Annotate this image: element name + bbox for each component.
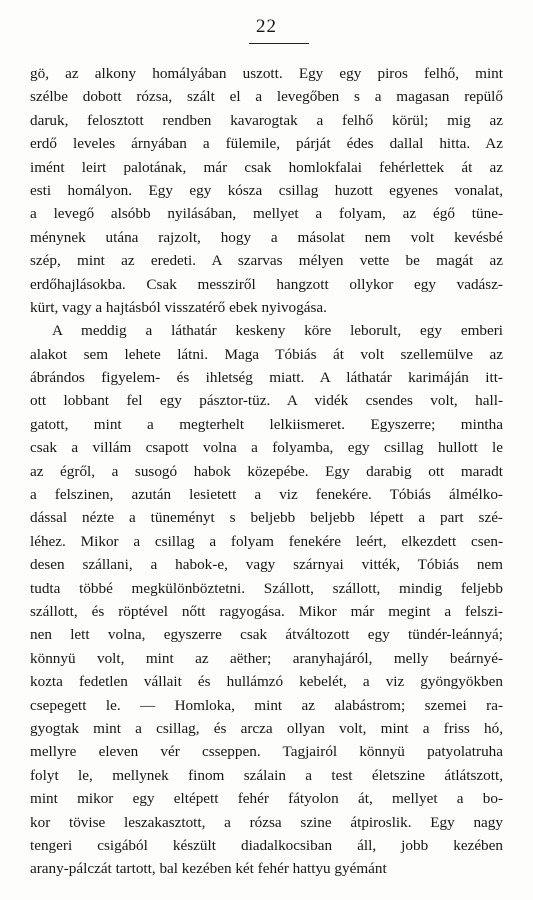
text-line: szállott, és röptével nőtt ragyogása. Mikor már megint a felszi- <box>30 602 503 620</box>
text-line: gö, az alkony homályában uszott. Egy egy piros felhő, mint <box>30 65 503 82</box>
text-line: dással nézte a tüneményt s beljebb beljebb lépett a part szé- <box>30 509 503 527</box>
text-line: daruk, felosztott rendben kavarogtak a felhő körül; mig az <box>30 111 503 129</box>
text-line: léhez. Mikor a csillag a folyam fenekére leért, elkezdett csen- <box>30 532 503 550</box>
text-line: gyogtak mint a csillag, és arcza ollyan volt, mint a friss hó, <box>30 719 503 737</box>
paragraph <box>30 319 503 880</box>
text-line: A meddig a láthatár keskeny köre leborult, egy emberi <box>52 322 503 340</box>
text-line: tengeri csigából készült diadalkocsiban áll, jobb kezében <box>30 836 503 854</box>
text-line: kürt, vagy a hajtásból visszatérő ebek nyivogása. <box>30 298 327 316</box>
text-line: kor tövise leszakasztott, a rózsa szine átpiroslik. Egy nagy <box>30 813 503 831</box>
text-line: ábrándos figyelem- és ihletség miatt. A láthatár karimáján itt- <box>30 369 503 387</box>
text-line: a felszinen, azután lesietett a viz fenekére. Tóbiás álmélko- <box>30 486 503 504</box>
text-line: arany-pálczát tartott, bal kezében két fehér hattyu gyémánt <box>30 860 387 878</box>
text-line: a levegő alsóbb nyilásában, mellyet a folyam, az égő tüne- <box>30 205 503 223</box>
text-line: gatott, mint a megterhelt lelkiismeret. Egyszerre; mintha <box>30 415 503 433</box>
paragraph <box>30 62 503 319</box>
header-rule <box>249 43 309 44</box>
page-number: 22 <box>256 16 277 37</box>
text-line: az égről, a susogó habok közepébe. Egy darabig ott maradt <box>30 462 503 480</box>
text-line: imént leirt palotának, már csak homlokfalai fehérlettek át az <box>30 158 503 176</box>
text-line: alakot sem lehete látni. Maga Tóbiás át volt szellemülve az <box>30 345 503 363</box>
body-text <box>30 62 503 881</box>
text-line: nen lett volna, egyszerre csak átváltozott egy tündér-leánnyá; <box>30 626 503 644</box>
text-line: ott lobbant fel egy pásztor-tüz. A vidék csendes volt, hall- <box>30 392 503 410</box>
text-line: kozta fedetlen vállait és hullámzó kebelét, a viz gyöngyökben <box>30 673 503 691</box>
text-line: szélbe dobott rózsa, szált el a levegőben s a magasan repülő <box>30 88 503 106</box>
text-line: szép, mint az eredeti. A szarvas mélyen vette be magát az <box>30 252 503 270</box>
text-line: esti homályon. Egy egy kósza csillag huzott egyenes vonalat, <box>30 181 503 199</box>
text-line: erdőhajlásokba. Csak messziről hangzott ollykor egy vadász- <box>30 275 503 293</box>
text-line: csepegett le. — Homloka, mint az alabástrom; szemei ra- <box>30 696 503 714</box>
text-line: desen szállani, a habok-e, vagy szárnyai vitték, Tóbiás nem <box>30 556 503 574</box>
text-line: ménynek utána rajzolt, hogy a másolat nem volt kevésbé <box>30 228 503 246</box>
text-line: csak a villám csapott volna a folyamba, egy csillag hullott le <box>30 439 503 457</box>
text-line: tudta többé megkülönböztetni. Szállott, szállott, mindig feljebb <box>30 579 503 597</box>
text-line: mint mikor egy eltépett fehér fátyolon át, mellyet a bo- <box>30 790 503 808</box>
text-line: folyt le, mellynek finom szálain a test életszine átlátszott, <box>30 766 503 784</box>
text-line: mellyre eleven vér csseppen. Tagjairól könnyü patyolatruha <box>30 743 503 761</box>
text-line: könnyü volt, mint az aëther; aranyhajáról, melly beárnyé- <box>30 649 503 667</box>
text-line: erdő leveles árnyában a fülemile, párját édes dallal hitta. Az <box>30 135 503 153</box>
